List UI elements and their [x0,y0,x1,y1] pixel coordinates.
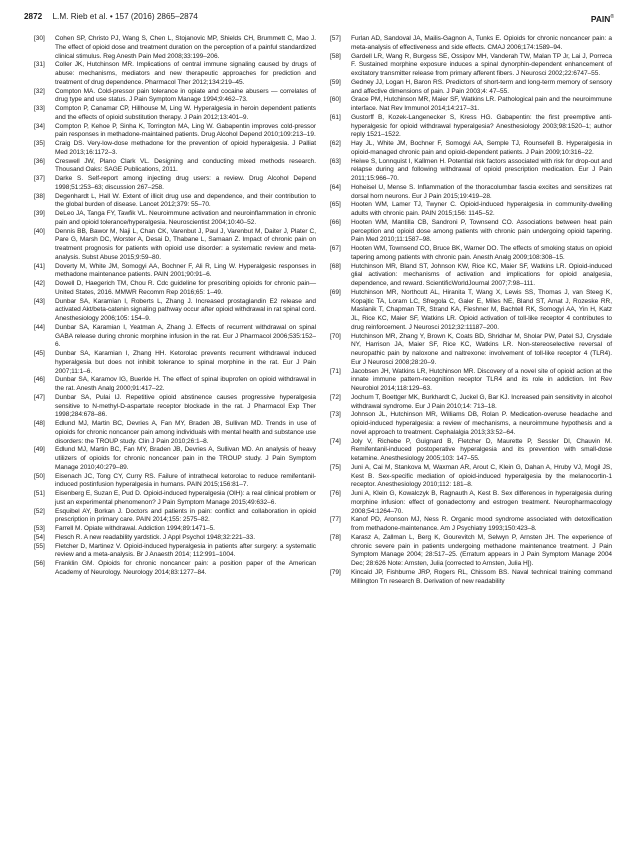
reference-number: [30] [34,35,45,42]
reference-text: Dunbar SA, Karamov IG, Buerkle H. The effect of spinal ibuprofen on opioid withdrawal in the rat. Anesth Analg 2000;91:417–22. [55,376,316,392]
reference-text: Hooten WM, Townsend CO, Bruce BK, Warner DO. The effects of smoking status on opioid tapering among patients with chronic pain. Anesth Analg 2009;108:308–15. [351,245,612,261]
reference-item [330,394,612,412]
reference-number: [71] [330,367,341,375]
reference-item [330,35,612,53]
reference-number: [55] [34,542,45,550]
reference-number: [42] [34,280,45,287]
reference-number: [37] [34,175,45,182]
reference-text: Hooten WM, Mantilla CB, Sandroni P, Townsend CO. Associations between heat pain perception and opioid dose among patients with chronic pain undergoing opioid tapering. Pain Med 2010;11:1587–98. [351,218,612,244]
reference-number: [41] [34,262,45,270]
reference-text: Franklin GM. Opioids for chronic noncancer pain: a position paper of the American Academy of Neurology. Neurology 2014;83:1277–84. [55,560,316,576]
reference-item [34,105,316,123]
reference-number: [31] [34,61,45,69]
reference-text: Kanof PD, Aronson MJ, Ness R. Organic mood syndrome associated with detoxification from methadone-maintenance. Am J Psychiatry 1993;150:423–8. [351,516,612,532]
reference-text: Hutchinson MR, Northcutt AL, Hiranita T, Wang X, Lewis SS, Thomas J, van Steeg K, Kopajtic TA, Loram LC, Sfregola C, Galer E, Miles NE, Bland ST, Amat J, Rozeske RR, Maslanik T, Chapman TR, Strand KA, Fleshner M, Bachtell RK, Somogyi AA, Yin H, Katz JL, Rice KC, Maier SF, Watkins LR. Opioid activation of toll-like receptor 4 contributes to drug reinforcement. J Neurosci 2012;32:11187–200. [351,288,612,331]
reference-text: Doverty M, White JM, Somogyi AA, Bochner F, Ali R, Ling W. Hyperalgesic responses in methadone maintenance patients. PAIN 2001;90:91–6. [55,262,316,279]
reference-column-left [34,35,316,578]
reference-number: [77] [330,516,341,524]
reference-number: [66] [330,218,341,226]
reference-item [330,569,612,587]
reference-number: [45] [34,350,45,357]
reference-number: [36] [34,157,45,165]
reference-text: Craig DS. Very-low-dose methadone for the prevention of opioid hyperalgesia. J Palliat Med 2013;16:1172–3. [55,140,316,156]
reference-item [330,96,612,114]
reference-item [34,210,316,228]
reference-text: Coller JK, Hutchinson MR. Implications of central immune signaling caused by drugs of abuse: mechanisms, mediators and new therapeutic approaches for prediction and treatment of drug dependence. Pharmacol Ther 2012;134:219–45. [55,61,316,86]
reference-text: Darke S. Self-report among injecting drug users: a review. Drug Alcohol Depend 1998;51:253–63; discussion 267–258. [55,175,316,191]
reference-text: Esquibel AY, Borkan J. Doctors and patients in pain: conflict and collaboration in opioid prescription in primary care. PAIN 2014;155: 2575–82. [55,507,316,524]
reference-text: Compton P, Kehoe P, Sinha K, Torrington MA, Ling W. Gabapentin improves cold-pressor pain responses in methadone-maintained patients. Drug Alcohol Depend 2010;109:213–19. [55,122,316,139]
reference-number: [44] [34,323,45,331]
reference-number: [32] [34,87,45,95]
reference-number: [61] [330,113,341,121]
reference-text: Heiwe S, Lonnquist I, Kallmen H. Potential risk factors associated with risk for drop-out and relapse during and following withdrawal of opioid prescription medication. Eur J Pain 2011;15:966–70. [351,157,612,182]
reference-number: [35] [34,140,45,147]
reference-number: [57] [330,35,341,42]
reference-item [34,158,316,176]
reference-number: [62] [330,140,341,147]
reference-item [330,516,612,534]
reference-number: [50] [34,472,45,480]
reference-number: [73] [330,411,341,419]
reference-text: Dowell D, Haegerich TM, Chou R. Cdc guideline for prescribing opioids for chronic pain—United States, 2016. MMWR Recomm Rep 2016;65: 1–49. [55,280,316,296]
reference-number: [38] [34,192,45,200]
reference-text: Dunbar SA, Pulai IJ. Repetitive opioid abstinence causes progressive hyperalgesia sensitive to N-methyl-D-aspartate receptor blockade in the rat. J Pharmacol Exp Ther 1998;284:678–86. [55,393,316,419]
reference-item [330,114,612,140]
reference-text: Joly V, Richebe P, Guignard B, Fletcher D, Maurette P, Sessler DI, Chauvin M. Remifentanil-induced postoperative hyperalgesia and its prevention with small-dose ketamine. Anesthesiology 2005;103: 147–55. [351,437,612,462]
reference-item [330,184,612,202]
reference-text: Eisenberg E, Suzan E, Pud D. Opioid-induced hyperalgesia (OIH): a real clinical problem or just an experimental phenomenon? J Pain Symptom Manage 2015;49:632–6. [55,490,316,506]
reference-number: [75] [330,463,341,471]
reference-item [34,88,316,106]
reference-number: [67] [330,245,341,252]
reference-text: Gardell LR, Wang R, Burgess SE, Ossipov MH, Vanderah TW, Malan TP Jr, Lai J, Porreca F. Sustained morphine exposure induces a spinal dynorphin-dependent enhancement of excitatory transmitter release from primary afferent fibers. J Neurosci 2002;22:6747–55. [351,52,612,77]
reference-item [330,219,612,245]
reference-number: [49] [34,446,45,454]
reference-item [34,508,316,526]
reference-text: Compton P, Canamar CP, Hillhouse M, Ling W. Hyperalgesia in heroin dependent patients and the effects of opioid substitution therapy. J Pain 2012;13:401–9. [55,105,316,121]
reference-item [34,298,316,324]
reference-item [34,193,316,211]
registered-mark: ® [610,14,614,20]
reference-text: Cohen SP, Christo PJ, Wang S, Chen L, Stojanovic MP, Shields CH, Brummett C, Mao J. The effect of opioid dose and treatment duration on the perception of a painful standardized clinical stimulus. Reg Anesth Pain Med 2008;33:199–206. [55,35,316,60]
reference-text: Gustorff B, Kozek-Langenecker S, Kress HG. Gabapentin: the first preemptive anti-hyperalgesic for opioid withdrawal hyperalgesia? Anesthesiology 2003;98:1520–1; author reply 1521–1522. [351,113,612,139]
reference-item [330,79,612,97]
reference-item [34,175,316,193]
reference-number: [79] [330,568,341,576]
reference-item [34,123,316,141]
reference-item [34,280,316,298]
reference-item [330,333,612,368]
reference-text: Furlan AD, Sandoval JA, Mailis-Gagnon A, Tunks E. Opioids for chronic noncancer pain: a meta-analysis of effectiveness and side effects. CMAJ 2006;174:1589–94. [351,35,612,51]
reference-number: [53] [34,525,45,532]
reference-number: [65] [330,201,341,209]
reference-number: [78] [330,533,341,541]
reference-text: DeLeo JA, Tanga FY, Tawfik VL. Neuroimmune activation and neuroinflammation in chronic pain and opioid tolerance/hyperalgesia. Neuroscientist 2004;10:40–52. [55,210,316,226]
reference-item [34,228,316,263]
reference-number: [56] [34,560,45,567]
reference-item [34,446,316,472]
reference-text: Hoheisel U, Mense S. Inflammation of the thoracolumbar fascia excites and sensitizes rat dorsal horn neurons. Eur J Pain 2015;19:419–28. [351,183,612,200]
reference-text: Farrell M. Opiate withdrawal. Addiction 1994;89:1471–5. [55,525,215,532]
reference-number: [33] [34,105,45,112]
reference-item [34,490,316,508]
reference-text: Fletcher D, Martinez V. Opioid-induced hyperalgesia in patients after surgery: a systematic review and a meta-analysis. Br J Anaesth 2014; 112:991–1004. [55,542,316,559]
reference-number: [69] [330,288,341,296]
reference-item [330,464,612,490]
reference-text: Hutchinson MR, Bland ST, Johnson KW, Rice KC, Maier SF, Watkins LR. Opioid-induced glial activation: mechanisms of activation and implications for opioid analgesia, dependence, and reward. ScientificWorldJournal 2007;7:98–111. [351,262,612,287]
reference-number: [60] [330,96,341,104]
reference-text: Juni A, Cai M, Stankova M, Waxman AR, Arout C, Klein G, Dahan A, Hruby VJ, Mogil JS, Kest B. Sex-specific mediation of opioid-induced hyperalgesia by the melanocortin-1 receptor. Anesthesiology 2010;112: 181–8. [351,463,612,489]
reference-text: Johnson JL, Hutchinson MR, Williams DB, Rolan P. Medication-overuse headache and opioid-induced hyperalgesia: a review of mechanisms, a neuroimmune hypothesis and a novel approach to treatment. Cephalalgia 2013;33:52–64. [351,411,612,436]
reference-item [34,376,316,394]
journal-brand-name: PAIN [590,13,611,24]
reference-item [34,560,316,578]
reference-item [330,438,612,464]
reference-text: Dunbar SA, Karamian I, Roberts L, Zhang J. Increased prostaglandin E2 release and activated Akt/beta-catenin signaling pathway occur after opioid withdrawal in rat spinal cord. Anesthesiology 2006;105: 154–9. [55,297,316,322]
reference-item [34,263,316,281]
reference-item [34,350,316,376]
reference-number: [76] [330,490,341,497]
reference-number: [59] [330,78,341,86]
reference-item [330,411,612,437]
reference-number: [54] [34,533,45,541]
reference-item [34,394,316,420]
reference-item [330,263,612,289]
reference-number: [34] [34,122,45,130]
reference-text: Degenhardt L, Hall W. Extent of illicit drug use and dependence, and their contribution to the global burden of disease. Lancet 2012;379: 55–70. [55,192,316,209]
reference-item [34,324,316,350]
reference-text: Hay JL, White JM, Bochner F, Somogyi AA, Semple TJ, Rounsefell B. Hyperalgesia in opioid-managed chronic pain and opioid-dependent patients. J Pain 2009;10:316–22. [351,140,612,156]
reference-number: [46] [34,376,45,384]
reference-item [34,61,316,87]
reference-item [330,158,612,184]
reference-number: [74] [330,437,341,445]
reference-number: [68] [330,262,341,270]
reference-text: Dennis BB, Bawor M, Naji L, Chan CK, Varenbut J, Paul J, Varenbut M, Daiter J, Plater C, Pare G, Marsh DC, Worster A, Desai D, Thabane L, Samaan Z. Impact of chronic pain on treatment prognosis for patients with opioid use disorder: a systematic review and meta-analysis. Subst Abuse 2015;9:59–80. [55,227,316,261]
reference-number: [47] [34,393,45,401]
reference-item [34,534,316,543]
reference-number: [70] [330,332,341,340]
reference-item [330,140,612,158]
page-number: 2872 [24,12,43,21]
reference-text: Kincaid JP, Fishburne JRP, Rogers RL, Chissom BS. Naval technical training command Millington Tn research B. Derivation of new readability [351,568,612,585]
reference-text: Creswell JW, Plano Clark VL. Designing and conducting mixed methods research. Thousand Oaks: SAGE Publications, 2011. [55,157,316,174]
reference-item [34,35,316,61]
reference-text: Eisenach JC, Tong CY, Curry RS. Failure of intrathecal ketorolac to reduce remifentanil-induced postinfusion hyperalgesia in humans. PAIN 2015;156:81–7. [55,472,316,489]
reference-item [34,473,316,491]
reference-item [330,201,612,219]
reference-text: Edlund MJ, Martin BC, Devries A, Fan MY, Braden JB, Sullivan MD. Trends in use of opioids for chronic noncancer pain among individuals with mental health and substance use disorders: the TROUP study. Clin J Pain 2010;26:1–8. [55,420,316,445]
reference-number: [64] [330,183,341,191]
reference-column-right [330,35,612,586]
reference-number: [43] [34,297,45,305]
reference-number: [39] [34,210,45,217]
reference-item [330,490,612,516]
reference-text: Juni A, Klein G, Kowalczyk B, Ragnauth A, Kest B. Sex differences in hyperalgesia during morphine infusion: effect of gonadectomy and estrogen treatment. Neuropharmacology 2008;54:1264–70. [351,490,612,515]
reference-item [330,245,612,263]
reference-text: Edlund MJ, Martin BC, Fan MY, Braden JB, Devries A, Sullivan MD. An analysis of heavy utilizers of opioids for chronic noncancer pain in the TROUP study. J Pain Symptom Manage 2010;40:279–89. [55,446,316,471]
journal-brand [591,10,614,26]
reference-item [34,525,316,534]
page-header [24,10,614,24]
reference-text: Grace PM, Hutchinson MR, Maier SF, Watkins LR. Pathological pain and the neuroimmune interface. Nat Rev Immunol 2014;14:217–31. [351,96,612,112]
reference-item [34,543,316,561]
reference-text: Jochum T, Boettger MK, Burkhardt C, Juckel G, Bar KJ. Increased pain sensitivity in alcohol withdrawal syndrome. Eur J Pain 2010;14: 713–18. [351,393,612,410]
reference-text: Flesch R. A new readability yardstick. J Appl Psychol 1948;32:221–33. [55,533,255,541]
reference-text: Hooten WM, Lamer TJ, Twyner C. Opioid-induced hyperalgesia in community-dwelling adults with chronic pain. PAIN 2015;156: 1145–52. [351,201,612,217]
reference-number: [72] [330,393,341,401]
reference-number: [58] [330,52,341,60]
reference-number: [52] [34,507,45,515]
reference-item [330,53,612,79]
reference-number: [63] [330,157,341,165]
reference-number: [40] [34,227,45,235]
reference-item [34,140,316,158]
reference-text: Dunbar SA, Karamian I, Yeatman A, Zhang J. Effects of recurrent withdrawal on spinal GABA release during chronic morphine infusion in the rat. Eur J Pharmacol 2006;535:152–6. [55,323,316,349]
reference-text: Gedney JJ, Logan H, Baron RS. Predictors of short-term and long-term memory of sensory and affective dimensions of pain. J Pain 2003;4: 47–55. [351,78,612,95]
reference-text: Compton MA. Cold-pressor pain tolerance in opiate and cocaine abusers — correlates of drug type and use status. J Pain Symptom Manage 1994;9:462–73. [55,87,316,104]
reference-text: Hutchinson MR, Zhang Y, Brown K, Coats BD, Shridhar M, Sholar PW, Patel SJ, Crysdale NY, Harrison JA, Maier SF, Rice KC, Watkins LR. Non-stereoselective reversal of neuropathic pain by naloxone and naltrexone: involvement of toll-like receptor 4 (TLR4). Eur J Neurosci 2008;28:20–9. [351,332,612,366]
reference-text: Dunbar SA, Karamian I, Zhang HH. Ketorolac prevents recurrent withdrawal induced hyperalgesia but does not inhibit tolerance to spinal morphine in the rat. Eur J Pain 2007;11:1–6. [55,350,316,375]
reference-item [330,534,612,569]
reference-text: Jacobsen JH, Watkins LR, Hutchinson MR. Discovery of a novel site of opioid action at the innate immune pattern-recognition receptor TLR4 and its role in addiction. Int Rev Neurobiol 2014;118:129–63. [351,367,612,392]
reference-item [330,368,612,394]
reference-text: Karasz A, Zallman L, Berg K, Gourevitch M, Selwyn P, Arnsten JH. The experience of chronic severe pain in patients undergoing methadone maintenance treatment. J Pain Symptom Manage 2004; 28:517–25. (Erratum appears in J Pain Symptom Manage 2004 Dec; 28:626 Note: Arnsten, Julia [corrected to Arnsten, Julia H]). [351,533,612,567]
reference-number: [51] [34,490,45,497]
reference-item [34,420,316,446]
reference-number: [48] [34,420,45,427]
running-citation: L.M. Rieb et al. • 157 (2016) 2865–2874 [52,12,198,21]
reference-item [330,289,612,333]
